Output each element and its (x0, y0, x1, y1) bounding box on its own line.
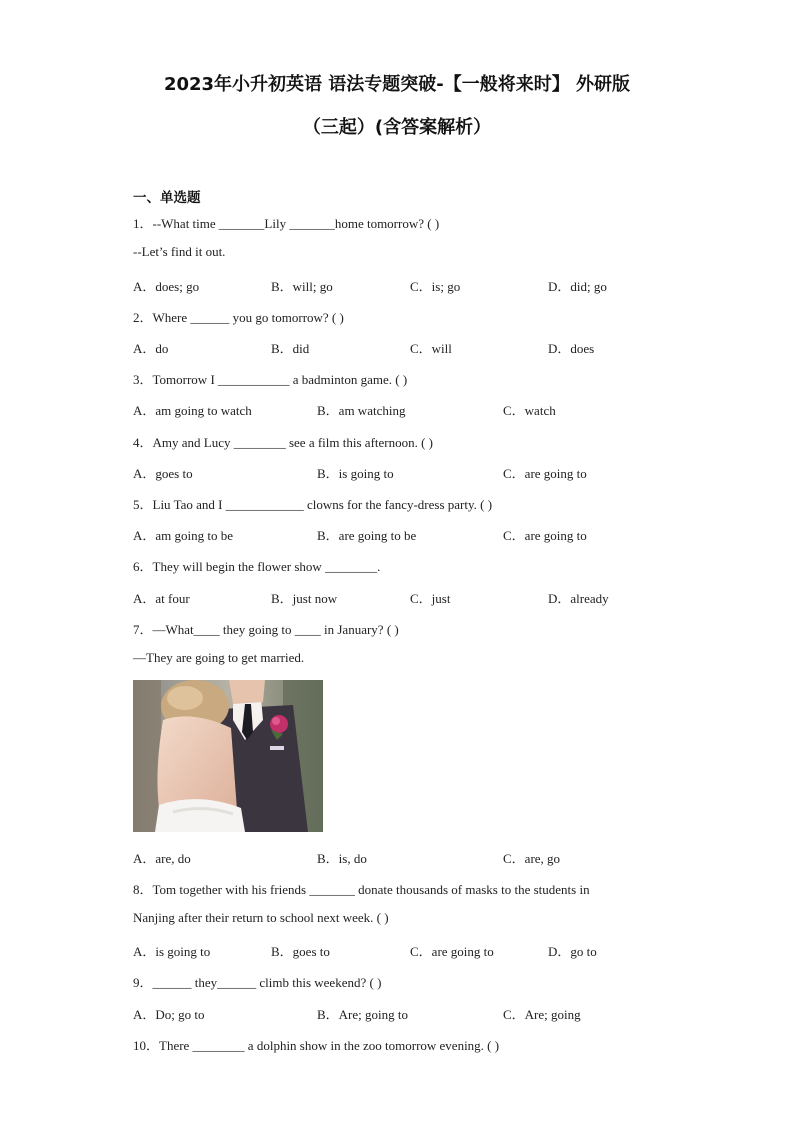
question-4-stem: 4．Amy and Lucy ________ see a film this afternoon. ( ) (133, 435, 434, 450)
question-7-option-a[interactable]: A．are, do (133, 851, 191, 866)
question-7-option-b[interactable]: B．is, do (317, 851, 367, 866)
question-1-option-a[interactable]: A．does; go (133, 279, 200, 294)
question-1-stem: 1．--What time _______Lily _______home tomorrow? ( ) (133, 216, 440, 231)
question-5-stem: 5．Liu Tao and I ____________ clowns for the fancy-dress party. ( ) (133, 497, 493, 512)
question-2-option-c[interactable]: C．will (410, 341, 452, 356)
question-1-extra: --Let’s find it out. (133, 244, 226, 259)
question-2-option-a[interactable]: A．do (133, 341, 169, 356)
question-9-option-a[interactable]: A．Do; go to (133, 1007, 205, 1022)
question-2-option-b[interactable]: B．did (271, 341, 310, 356)
question-2-stem: 2．Where ______ you go tomorrow? ( ) (133, 310, 344, 325)
wedding-couple-photo (133, 680, 323, 832)
question-9-stem: 9．______ they______ climb this weekend? ( ) (133, 975, 382, 990)
question-7-option-c[interactable]: C．are, go (503, 851, 561, 866)
question-3-option-a[interactable]: A．am going to watch (133, 403, 252, 418)
section-heading: 一、单选题 (133, 190, 201, 206)
question-6-option-b[interactable]: B．just now (271, 591, 338, 606)
question-1-option-b[interactable]: B．will; go (271, 279, 333, 294)
question-8-stem: 8．Tom together with his friends _______ donate thousands of masks to the students in (133, 882, 590, 897)
question-8-option-c[interactable]: C．are going to (410, 944, 494, 959)
question-8-extra: Nanjing after their return to school next week. ( ) (133, 910, 389, 925)
question-6-option-c[interactable]: C．just (410, 591, 451, 606)
question-10-stem: 10．There ________ a dolphin show in the zoo tomorrow evening. ( ) (133, 1038, 500, 1053)
question-9-option-b[interactable]: B．Are; going to (317, 1007, 408, 1022)
question-2-option-d[interactable]: D．does (548, 341, 595, 356)
question-1-option-d[interactable]: D．did; go (548, 279, 607, 294)
question-5-option-a[interactable]: A．am going to be (133, 528, 234, 543)
question-8-option-b[interactable]: B．goes to (271, 944, 330, 959)
question-4-option-b[interactable]: B．is going to (317, 466, 394, 481)
question-9-option-c[interactable]: C．Are; going (503, 1007, 581, 1022)
question-4-option-c[interactable]: C．are going to (503, 466, 587, 481)
question-3-stem: 3．Tomorrow I ___________ a badminton game. ( ) (133, 372, 408, 387)
question-7-extra: —They are going to get married. (133, 650, 305, 665)
question-6-option-a[interactable]: A．at four (133, 591, 190, 606)
question-8-option-d[interactable]: D．go to (548, 944, 597, 959)
question-7-stem: 7．—What____ they going to ____ in January? ( ) (133, 622, 399, 637)
question-1-option-c[interactable]: C．is; go (410, 279, 461, 294)
question-6-option-d[interactable]: D．already (548, 591, 609, 606)
page-subtitle: （三起）(含答案解析） (302, 117, 492, 138)
question-5-option-c[interactable]: C．are going to (503, 528, 587, 543)
question-6-stem: 6．They will begin the flower show ________. (133, 559, 381, 574)
question-8-option-a[interactable]: A．is going to (133, 944, 211, 959)
question-4-option-a[interactable]: A．goes to (133, 466, 193, 481)
question-3-option-b[interactable]: B．am watching (317, 403, 406, 418)
page-title: 2023年小升初英语 语法专题突破-【一般将来时】 外研版 (163, 74, 631, 95)
question-3-option-c[interactable]: C．watch (503, 403, 556, 418)
question-5-option-b[interactable]: B．are going to be (317, 528, 417, 543)
